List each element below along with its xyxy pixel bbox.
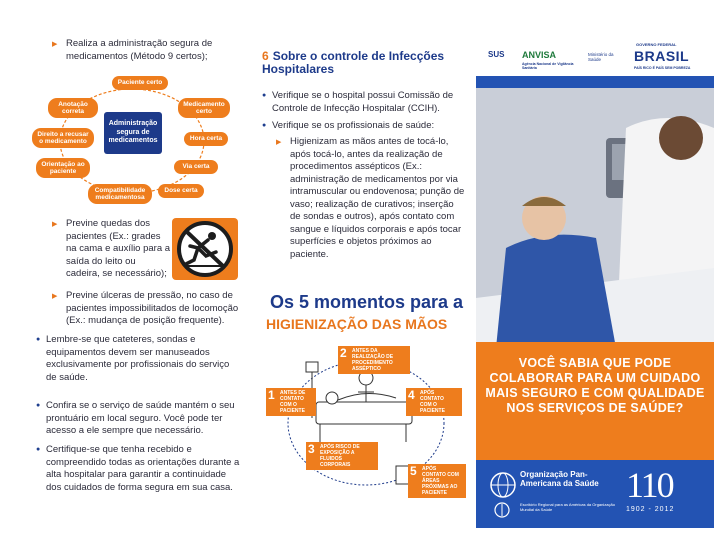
falls-bullet: ▶ Previne quedas dos pacientes (Ex.: grades na cama e auxílio para a saída do leito ou cadeira, se necessário);	[52, 218, 172, 281]
moment-3-text: APÓS RISCO DE EXPOSIÇÃO A FLUIDOS CORPORAIS	[320, 444, 360, 468]
org-subtitle: Escritório Regional para as Américas da Organização Mundial da Saúde	[520, 502, 615, 512]
moment-2-number: 2	[340, 346, 347, 360]
five-moments-diagram	[266, 338, 466, 508]
cover-question: VOCÊ SABIA QUE PODE COLABORAR PARA UM CUIDADO MAIS SEGURO E COM QUALIDADE NOS SERVIÇOS DE SAÚDE?	[476, 342, 714, 460]
moment-3-tag	[306, 442, 378, 470]
hand-hygiene-bullet: ▶ Higienizam as mãos antes de tocá-lo, após tocá-lo, antes da realização de procedimentos assépticos (Ex.: administração de medicamentos por via intramuscular ou endovenosa; punção de vaso; realização de curativos; inserção de sondas e outros), após contato com sangue e líquidos corporais e após tocar superfícies e objetos próximos ao paciente.	[276, 136, 466, 261]
moment-2-tag	[338, 346, 410, 374]
section-title-text: Sobre o controle de Infecções Hospitalares	[262, 49, 445, 76]
panel-medications	[22, 8, 247, 530]
logo-bar	[476, 12, 714, 82]
org-name: Organização Pan-Americana da Saúde	[520, 470, 599, 488]
panel-cover	[476, 12, 714, 528]
node-via-certa: Via certa	[174, 160, 218, 174]
moment-2-text: ANTES DA REALIZAÇÃO DE PROCEDIMENTO ASSÉPTICO	[352, 348, 394, 372]
paho-globe-icon	[490, 472, 516, 498]
anniversary-number: 110	[626, 465, 673, 505]
records-bullet: ● Confira se o serviço de saúde mantém o seu prontuário em local seguro. Você pode ter acesso a ele sempre que necessário.	[36, 400, 241, 438]
section-title	[262, 50, 467, 76]
ccih-bullet: ● Verifique se o hospital possui Comissão de Controle de Infecção Hospitalar (CCIH).	[262, 90, 467, 115]
brasil-slogan: PAÍS RICO É PAÍS SEM POBREZA	[634, 66, 691, 70]
moment-4-text: APÓS CONTATO COM O PACIENTE	[420, 390, 445, 414]
panel-infection-control	[258, 8, 470, 530]
ulcer-bullet: ▶ Previne úlceras de pressão, no caso de pacientes impossibilitados de locomoção (Ex.: mudança de posição frequente).	[52, 290, 247, 328]
moments-subtitle: HIGIENIZAÇÃO DAS MÃOS	[266, 316, 448, 332]
sus-logo: SUS	[488, 50, 505, 59]
moment-5-number: 5	[410, 464, 417, 478]
moment-5-text: APÓS CONTATO COM ÁREAS PRÓXIMAS AO PACIENTE	[422, 466, 459, 496]
who-emblem-icon	[494, 502, 510, 518]
moment-1-text: ANTES DE CONTATO COM O PACIENTE	[280, 390, 306, 414]
node-hora-certa: Hora certa	[184, 132, 228, 146]
node-dose-certa: Dose certa	[158, 184, 204, 198]
anvisa-subtitle: Agência Nacional de Vigilância Sanitária	[522, 62, 574, 70]
moment-1-number: 1	[268, 388, 275, 402]
intro-bullet: ▶ Realiza a administração segura de medicamentos (Método 9 certos);	[52, 38, 247, 63]
moment-4-number: 4	[408, 388, 415, 402]
moment-1-tag	[266, 388, 316, 416]
anniversary-years: 1902 - 2012	[626, 506, 675, 513]
moment-5-tag	[408, 464, 466, 498]
catheter-bullet: ● Lembre-se que cateteres, sondas e equipamentos devem ser manuseados exclusivamente por profissionais do serviço de saúde.	[36, 334, 241, 384]
diagram-center: Administração segura de medicamentos	[104, 112, 162, 154]
moments-title: Os 5 momentos para a	[270, 292, 464, 312]
section-number: 6	[262, 49, 269, 63]
node-compatibilidade: Compatibilidade medicamentosa	[88, 184, 152, 204]
moment-4-tag	[406, 388, 462, 416]
professionals-bullet: ● Verifique se os profissionais de saúde:	[262, 120, 467, 133]
nine-rights-diagram	[32, 76, 232, 206]
node-medicamento-certo: Medicamento certo	[178, 98, 230, 118]
node-orientacao: Orientação ao paciente	[36, 158, 90, 178]
node-anotacao: Anotação correta	[48, 98, 98, 118]
moment-3-number: 3	[308, 442, 315, 456]
gov-federal-label: GOVERNO FEDERAL	[636, 42, 677, 47]
patient-doctor-photo	[476, 88, 714, 348]
node-direito-recusar: Direito a recusar o medicamento	[32, 128, 94, 148]
anvisa-logo: ANVISA	[522, 50, 557, 60]
brasil-logo: BRASIL	[634, 48, 690, 64]
node-paciente-certo: Paciente certo	[112, 76, 168, 90]
discharge-bullet: ● Certifique-se que tenha recebido e compreendido todas as orientações durante a alta hospitalar para garantir a continuidade dos cuidados de forma segura em sua casa.	[36, 444, 241, 494]
ministerio-logo: Ministério da Saúde	[588, 52, 614, 62]
no-falling-icon	[172, 218, 238, 280]
